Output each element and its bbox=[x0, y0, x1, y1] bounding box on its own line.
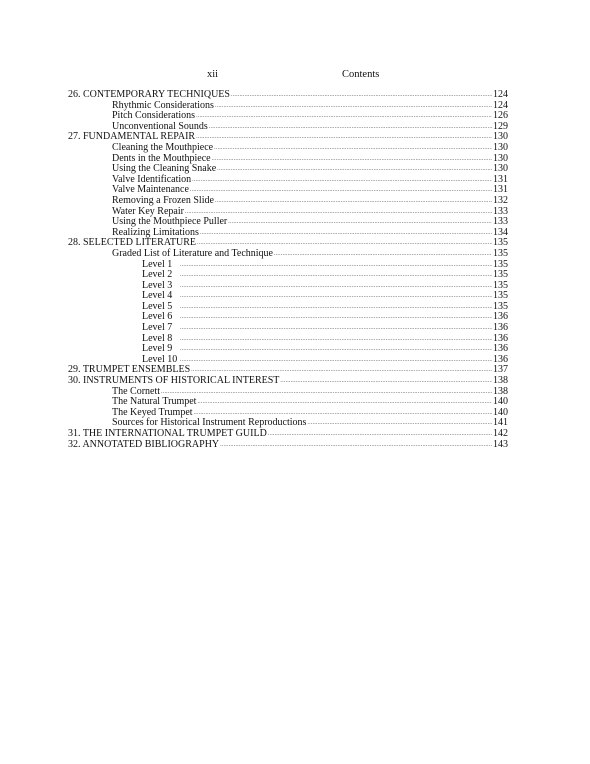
toc-entry-page: 126 bbox=[493, 110, 508, 122]
toc-entry-title: Level 10 bbox=[142, 353, 178, 365]
toc-entry-page: 130 bbox=[493, 131, 508, 143]
dot-leader bbox=[214, 143, 492, 154]
toc-section-entry bbox=[68, 196, 508, 207]
running-title: Contents bbox=[342, 69, 380, 80]
toc-entry-page: 141 bbox=[493, 417, 508, 429]
dot-leader bbox=[280, 376, 492, 387]
toc-entry-page: 129 bbox=[493, 120, 508, 132]
toc-subsection-entry bbox=[68, 334, 508, 345]
toc-entry-title: 30. INSTRUMENTS OF HISTORICAL INTEREST bbox=[68, 375, 280, 387]
toc-section-entry bbox=[68, 143, 508, 154]
toc-chapter-entry bbox=[68, 429, 508, 440]
toc-entry-title: Level 4 bbox=[142, 290, 173, 302]
toc-subsection-entry bbox=[68, 312, 508, 323]
dot-leader bbox=[191, 365, 492, 376]
toc-entry-title: The Natural Trumpet bbox=[112, 396, 197, 408]
toc-entry-title: 32. ANNOTATED BIBLIOGRAPHY bbox=[68, 438, 220, 450]
dot-leader bbox=[197, 238, 492, 249]
toc-section-entry bbox=[68, 249, 508, 260]
toc-entry-title: Dents in the Mouthpiece bbox=[112, 152, 211, 164]
toc-subsection-entry bbox=[68, 260, 508, 271]
toc-entry-page: 138 bbox=[493, 385, 508, 397]
toc-entry-page: 130 bbox=[493, 163, 508, 175]
toc-entry-page: 136 bbox=[493, 353, 508, 365]
toc-entry-title: 31. THE INTERNATIONAL TRUMPET GUILD bbox=[68, 428, 267, 439]
toc-entry-page: 133 bbox=[493, 216, 508, 228]
toc-entry-page: 137 bbox=[493, 364, 508, 376]
toc-entry-title: 26. CONTEMPORARY TECHNIQUES bbox=[68, 89, 230, 100]
dot-leader bbox=[215, 101, 492, 112]
dot-leader bbox=[307, 418, 492, 429]
toc-entry-title: Graded List of Literature and Technique bbox=[112, 247, 273, 259]
dot-leader bbox=[212, 154, 492, 165]
dot-leader bbox=[200, 228, 492, 239]
dot-leader bbox=[180, 355, 492, 366]
toc-entry-page: 131 bbox=[493, 173, 508, 185]
toc-entry-page: 134 bbox=[493, 226, 508, 238]
toc-entry-title: Level 5 bbox=[142, 300, 173, 312]
page-header bbox=[0, 69, 590, 83]
dot-leader bbox=[180, 270, 492, 281]
dot-leader bbox=[209, 122, 492, 133]
dot-leader bbox=[180, 312, 492, 323]
toc-subsection-entry bbox=[68, 302, 508, 313]
toc-entry-title: Level 1 bbox=[142, 258, 173, 270]
toc-entry-page: 143 bbox=[493, 438, 508, 450]
toc-entry-page: 142 bbox=[493, 428, 508, 439]
toc-entry-title: Rhythmic Considerations bbox=[112, 99, 214, 111]
toc-entry-page: 130 bbox=[493, 152, 508, 164]
toc-entry-title: Water Key Repair bbox=[112, 205, 184, 217]
toc-entry-page: 131 bbox=[493, 184, 508, 196]
dot-leader bbox=[180, 344, 492, 355]
toc-entry-page: 132 bbox=[493, 194, 508, 206]
toc-entry-title: Level 8 bbox=[142, 332, 173, 344]
toc-entry-page: 135 bbox=[493, 300, 508, 312]
toc-entry-title: Level 9 bbox=[142, 343, 173, 355]
toc-entry-title: Realizing Limitations bbox=[112, 226, 199, 238]
dot-leader bbox=[197, 397, 492, 408]
dot-leader bbox=[231, 90, 492, 101]
page-number: xii bbox=[207, 69, 219, 80]
toc-entry-title: Level 3 bbox=[142, 279, 173, 291]
toc-chapter-entry bbox=[68, 440, 508, 451]
toc-entry-page: 124 bbox=[493, 89, 508, 100]
toc-entry-title: Level 6 bbox=[142, 311, 173, 323]
dot-leader bbox=[190, 185, 492, 196]
dot-leader bbox=[180, 323, 492, 334]
toc-entry-title: Valve Maintenance bbox=[112, 184, 189, 196]
toc-entry-page: 135 bbox=[493, 269, 508, 281]
toc-entry-title: 28. SELECTED LITERATURE bbox=[68, 237, 197, 249]
dot-leader bbox=[228, 217, 492, 228]
toc-entry-page: 136 bbox=[493, 322, 508, 334]
dot-leader bbox=[180, 291, 492, 302]
toc-entry-page: 135 bbox=[493, 258, 508, 270]
toc-entry-page: 124 bbox=[493, 99, 508, 111]
dot-leader bbox=[196, 111, 492, 122]
dot-leader bbox=[274, 249, 492, 260]
toc-entry-title: The Keyed Trumpet bbox=[112, 406, 193, 418]
toc-entry-title: 29. TRUMPET ENSEMBLES bbox=[68, 364, 191, 376]
toc-entry-title: Pitch Considerations bbox=[112, 110, 196, 122]
toc-entry-page: 135 bbox=[493, 247, 508, 259]
toc-subsection-entry bbox=[68, 270, 508, 281]
toc-entry-page: 135 bbox=[493, 279, 508, 291]
toc-entry-title: Unconventional Sounds bbox=[112, 120, 208, 132]
toc-entry-page: 136 bbox=[493, 332, 508, 344]
toc-entry-page: 140 bbox=[493, 406, 508, 418]
toc-entry-title: Valve Identification bbox=[112, 173, 192, 185]
toc-entry-page: 136 bbox=[493, 311, 508, 323]
dot-leader bbox=[217, 164, 492, 175]
dot-leader bbox=[161, 387, 492, 398]
toc-entry-page: 140 bbox=[493, 396, 508, 408]
dot-leader bbox=[180, 334, 492, 345]
toc-subsection-entry bbox=[68, 344, 508, 355]
toc-entry-title: Using the Cleaning Snake bbox=[112, 163, 217, 175]
dot-leader bbox=[194, 408, 492, 419]
toc-entry-page: 136 bbox=[493, 343, 508, 355]
toc-entry-title: 27. FUNDAMENTAL REPAIR bbox=[68, 131, 196, 143]
dot-leader bbox=[180, 260, 492, 271]
dot-leader bbox=[185, 207, 492, 218]
toc-entry-page: 130 bbox=[493, 141, 508, 153]
toc-entry-title: Level 7 bbox=[142, 322, 173, 334]
dot-leader bbox=[215, 196, 492, 207]
dot-leader bbox=[196, 132, 492, 143]
toc-subsection-entry bbox=[68, 291, 508, 302]
dot-leader bbox=[180, 281, 492, 292]
dot-leader bbox=[268, 429, 492, 440]
table-of-contents bbox=[68, 90, 508, 450]
dot-leader bbox=[180, 302, 492, 313]
toc-subsection-entry bbox=[68, 281, 508, 292]
toc-subsection-entry bbox=[68, 323, 508, 334]
toc-entry-title: Removing a Frozen Slide bbox=[112, 194, 214, 206]
dot-leader bbox=[192, 175, 492, 186]
toc-chapter-entry bbox=[68, 90, 508, 101]
toc-entry-page: 135 bbox=[493, 290, 508, 302]
toc-entry-title: Using the Mouthpiece Puller bbox=[112, 216, 228, 228]
toc-entry-page: 138 bbox=[493, 375, 508, 387]
toc-entry-title: Level 2 bbox=[142, 269, 173, 281]
toc-entry-page: 135 bbox=[493, 237, 508, 249]
dot-leader bbox=[220, 440, 492, 451]
toc-entry-title: Sources for Historical Instrument Reproductions bbox=[112, 417, 307, 429]
toc-entry-page: 133 bbox=[493, 205, 508, 217]
toc-entry-title: Cleaning the Mouthpiece bbox=[112, 141, 214, 153]
toc-entry-title: The Cornett bbox=[112, 385, 161, 397]
